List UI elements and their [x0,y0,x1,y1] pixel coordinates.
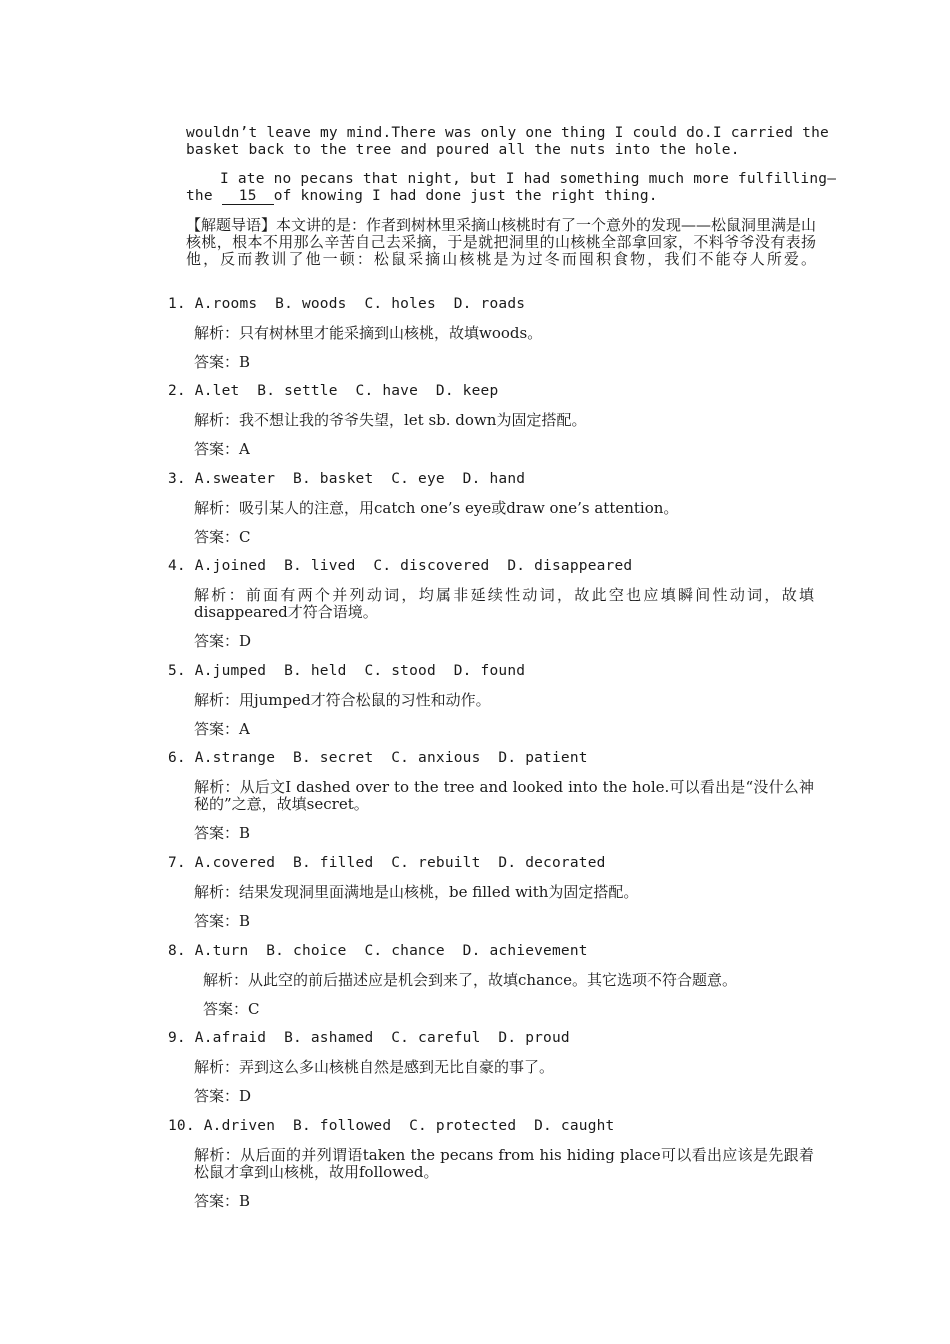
question-explanation: 解析：从后面的并列谓语taken the pecans from his hiding place可以看出应该是先跟着松鼠才拿到山核桃，故用followed。 [194,1146,814,1181]
question-options: 3. A.sweater B. basket C. eye D. hand [168,471,526,487]
question-explanation: 解析：只有树林里才能采摘到山核桃，故填woods。 [194,324,543,342]
question-explanation: 解析：结果发现洞里面满地是山核桃，be filled with为固定搭配。 [194,883,639,901]
passage-line [186,188,658,205]
question-options: 8. A.turn B. choice C. chance D. achievement [168,943,588,959]
question-options: 6. A.strange B. secret C. anxious D. patient [168,750,588,766]
question-answer: 答案：C [194,528,251,546]
question-answer: 答案：B [194,1192,251,1210]
passage-line: wouldn’t leave my mind.There was only one thing I could do.I carried the [186,125,829,141]
question-answer: 答案：D [194,632,252,650]
question-explanation: 解析：前面有两个并列动词，均属非延续性动词，故此空也应填瞬间性动词，故填disappeared才符合语境。 [194,586,814,621]
question-answer: 答案：A [194,440,250,458]
question-options: 10. A.driven B. followed C. protected D. caught [168,1118,615,1134]
question-answer: 答案：A [194,720,250,738]
passage-text: of knowing I had done just the right thing. [273,188,658,204]
question-explanation: 解析：吸引某人的注意，用catch one’s eye或draw one’s attention。 [194,499,679,517]
question-explanation: 解析：从后文I dashed over to the tree and looked into the hole.可以看出是“没什么神秘的”之意，故填secret。 [194,778,814,813]
question-options: 9. A.afraid B. ashamed C. careful D. proud [168,1030,570,1046]
passage-line: I ate no pecans that night, but I had something much more fulfilling— [220,171,837,187]
question-options: 5. A.jumped B. held C. stood D. found [168,663,526,679]
question-answer: 答案：B [194,912,251,930]
question-options: 7. A.covered B. filled C. rebuilt D. decorated [168,855,606,871]
passage-line: basket back to the tree and poured all the nuts into the hole. [186,142,740,158]
question-options: 2. A.let B. settle C. have D. keep [168,383,499,399]
question-answer: 答案：C [203,1000,260,1018]
question-explanation: 解析：用jumped才符合松鼠的习性和动作。 [194,691,491,709]
question-options: 1. A.rooms B. woods C. holes D. roads [168,296,526,312]
guide-paragraph: 【解题导语】本文讲的是：作者到树林里采摘山核桃时有了一个意外的发现——松鼠洞里满是山核桃，根本不用那么辛苦自己去采摘，于是就把洞里的山核桃全部拿回家，不料爷爷没有表扬他，反而教训了他一顿：松鼠采摘山核桃是为过冬而囤积食物，我们不能夺人所爱。 [186,216,817,268]
question-answer: 答案：D [194,1087,252,1105]
question-options: 4. A.joined B. lived C. discovered D. disappeared [168,558,633,574]
blank-15: 15 [222,188,274,205]
question-explanation: 解析：从此空的前后描述应是机会到来了，故填chance。其它选项不符合题意。 [203,971,737,989]
question-answer: 答案：B [194,824,251,842]
question-explanation: 解析：我不想让我的爷爷失望，let sb. down为固定搭配。 [194,411,587,429]
question-answer: 答案：B [194,353,251,371]
passage-text: the [186,188,213,204]
question-explanation: 解析：弄到这么多山核桃自然是感到无比自豪的事了。 [194,1058,555,1076]
